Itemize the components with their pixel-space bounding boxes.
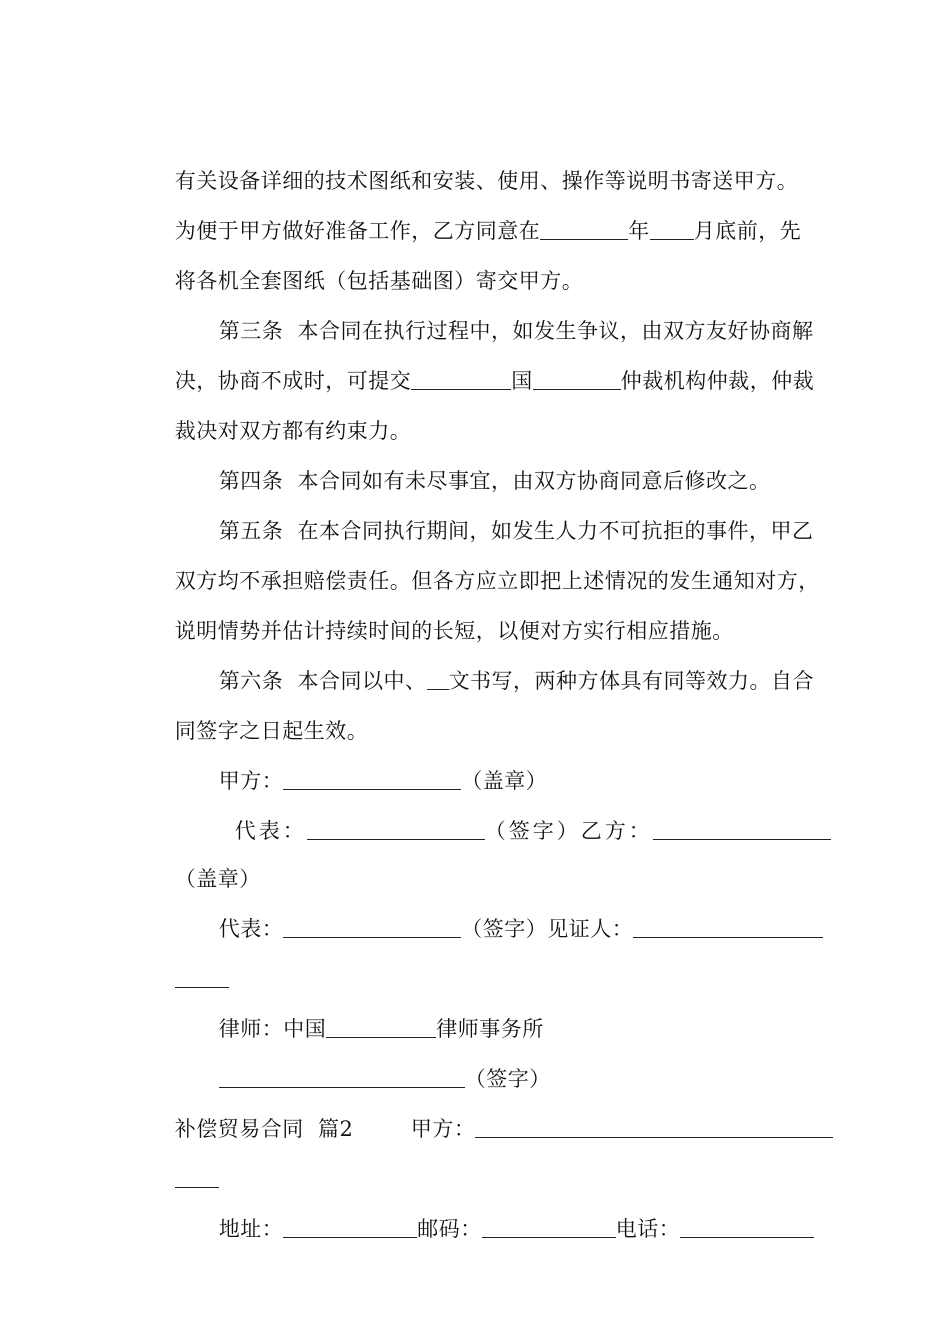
text-segment: （签字）乙方： (484, 819, 653, 843)
text-segment: 决，协商不成时，可提交 (174, 369, 412, 393)
text-segment: 代表： (234, 819, 307, 843)
text-segment: 同签字之日起生效。 (174, 719, 369, 743)
postcode-blank (482, 1215, 616, 1238)
text-segment: 甲方： (218, 769, 284, 793)
witness-blank (633, 915, 823, 938)
text-segment: 地址： (218, 1217, 284, 1241)
representative-blank (307, 817, 485, 840)
text-segment: （签字） (464, 1067, 551, 1091)
blank-underline (427, 667, 449, 690)
text-segment: 第六条 本合同以中、 (218, 669, 427, 693)
contract-heading-line (146, 1084, 833, 1174)
text-segment: 将各机全套图纸（包括基础图）寄交甲方。 (174, 269, 584, 293)
text-segment: 仲裁机构仲裁，仲裁 (620, 369, 815, 393)
address-blank (283, 1215, 417, 1238)
text-segment: 电话： (615, 1217, 681, 1241)
text-segment: 裁决对双方都有约束力。 (174, 419, 412, 443)
text-segment: 补偿贸易合同 篇2 甲方： (174, 1117, 476, 1141)
text-segment: 双方均不承担赔偿责任。但各方应立即把上述情况的发生通知对方， (174, 569, 820, 593)
representative-line (196, 786, 831, 876)
phone-blank (680, 1215, 814, 1238)
representative-witness-line (190, 884, 823, 974)
blank-underline (411, 367, 511, 390)
text-segment: 为便于甲方做好准备工作，乙方同意在 (174, 219, 541, 243)
text-segment: 第四条 本合同如有未尽事宜，由双方协商同意后修改之。 (218, 469, 771, 493)
text-segment: 律师事务所 (436, 1017, 544, 1041)
representative-blank (283, 915, 461, 938)
text-segment: 月底前，先 (693, 219, 802, 243)
text-segment: （盖章） (174, 867, 261, 891)
text-segment: 文书写，两种方体具有同等效力。自合 (448, 669, 815, 693)
text-segment: 律师：中国 (218, 1017, 327, 1041)
text-segment: 第五条 在本合同执行期间，如发生人力不可抗拒的事件，甲乙 (218, 519, 814, 543)
blank-underline (533, 367, 621, 390)
party-b-blank (653, 817, 831, 840)
text-segment: （签字）见证人： (461, 917, 634, 941)
text-segment: 代表： (218, 917, 284, 941)
address-line (190, 1184, 814, 1274)
text-segment: 第三条 本合同在执行过程中，如发生争议，由双方友好协商解 (218, 319, 814, 343)
text-segment: 国 (511, 369, 533, 393)
text-segment: 年 (628, 219, 650, 243)
text-segment: 有关设备详细的技术图纸和安装、使用、操作等说明书寄送甲方。 (174, 169, 799, 193)
blank-underline (650, 217, 694, 240)
text-segment: 说明情势并估计持续时间的长短，以便对方实行相应措施。 (174, 619, 734, 643)
text-segment: 邮码： (417, 1217, 482, 1241)
text-segment: （盖章） (461, 769, 548, 793)
party-a-blank (475, 1115, 833, 1138)
